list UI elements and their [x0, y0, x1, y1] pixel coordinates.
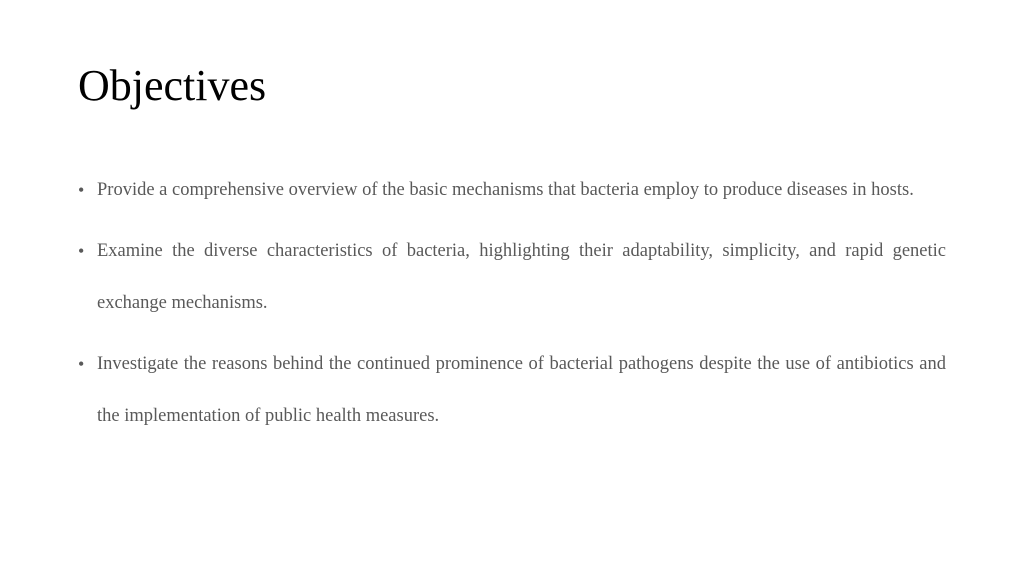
- bullet-marker: •: [78, 180, 85, 200]
- bullet-text: Provide a comprehensive overview of the basic mechanisms that bacteria employ to produce diseases in hosts.: [97, 180, 914, 200]
- bullet-marker: •: [78, 354, 85, 374]
- bullet-item: [78, 225, 946, 329]
- bullet-text: Examine the diverse characteristics of bacteria, highlighting their adaptability, simplicity, and rapid genetic exchange mechanisms.: [97, 241, 946, 313]
- bullet-text: Investigate the reasons behind the continued prominence of bacterial pathogens despite the use of antibiotics and the implementation of public health measures.: [97, 354, 946, 426]
- slide-title: Objectives: [78, 61, 267, 110]
- bullet-list: [78, 164, 946, 451]
- bullet-item: [78, 338, 946, 442]
- bullet-item: [78, 164, 946, 216]
- bullet-marker: •: [78, 241, 85, 261]
